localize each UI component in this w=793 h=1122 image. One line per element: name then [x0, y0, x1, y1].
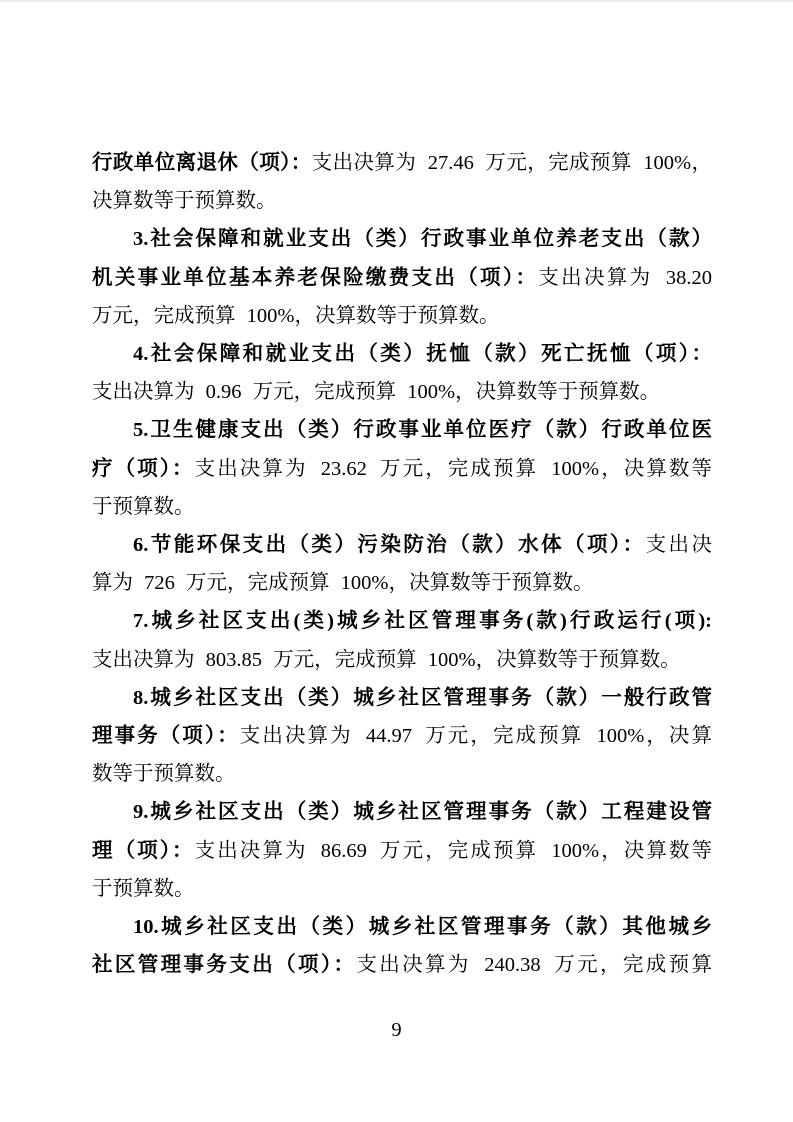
- body-text-segment: 支出决算为 38.20: [538, 266, 713, 289]
- page-number: 9: [391, 1019, 402, 1041]
- text-line: [92, 832, 712, 870]
- text-line: [92, 679, 712, 717]
- document-body: [92, 144, 712, 984]
- body-text-segment: 于预算数。: [92, 877, 195, 900]
- body-text-segment: 支出决算为 86.69 万元，完成预算 100%，决算数等: [194, 839, 713, 862]
- text-line: [92, 411, 712, 449]
- bold-heading-segment: 3.社会保障和就业支出（类）行政事业单位养老支出（款）: [133, 228, 712, 251]
- text-line: [92, 526, 712, 564]
- body-text-segment: 支出决算为 0.96 万元，完成预算 100%，决算数等于预算数。: [92, 381, 661, 404]
- text-line: [92, 717, 712, 755]
- text-line: [92, 144, 712, 182]
- text-line: [92, 946, 712, 984]
- text-line: [92, 297, 712, 335]
- body-text-segment: 于预算数。: [92, 495, 195, 518]
- bold-heading-segment: 机关事业单位基本养老保险缴费支出（项）：: [92, 266, 539, 289]
- bold-heading-segment: 理（项）：: [92, 839, 195, 862]
- body-text-segment: 支出决算为 44.97 万元，完成预算 100%，决算: [239, 725, 713, 748]
- bold-heading-segment: 6.节能环保支出（类）污染防治（款）水体（项）：: [133, 534, 646, 557]
- body-text-segment: 支出决算为 23.62 万元，完成预算 100%，决算数等: [194, 457, 713, 480]
- bold-heading-segment: 7.城乡社区支出(类)城乡社区管理事务(款)行政运行(项):: [133, 610, 712, 633]
- bold-heading-segment: 9.城乡社区支出（类）城乡社区管理事务（款）工程建设管: [133, 801, 712, 824]
- text-line: [92, 488, 712, 526]
- bold-heading-segment: 理事务（项）：: [92, 725, 240, 748]
- body-text-segment: 决算数等于预算数。: [92, 190, 277, 213]
- text-line: [92, 602, 712, 640]
- text-line: [92, 870, 712, 908]
- body-text-segment: 支出决算为 27.46 万元，完成预算 100%，: [311, 152, 713, 174]
- bold-heading-segment: 10.城乡社区支出（类）城乡社区管理事务（款）其他城乡: [133, 916, 712, 939]
- body-text-segment: 支出决: [645, 534, 713, 557]
- bold-heading-segment: 4.社会保障和就业支出（类）抚恤（款）死亡抚恤（项）：: [133, 343, 712, 366]
- body-text-segment: 支出决算为 240.38 万元，完成预算: [356, 954, 713, 977]
- text-line: [92, 564, 712, 602]
- text-line: [92, 220, 712, 258]
- text-line: [92, 450, 712, 488]
- text-line: [92, 335, 712, 373]
- text-line: [92, 755, 712, 793]
- text-line: [92, 641, 712, 679]
- text-line: [92, 793, 712, 831]
- body-text-segment: 万元，完成预算 100%，决算数等于预算数。: [92, 304, 500, 327]
- bold-heading-segment: 疗（项）：: [92, 457, 195, 480]
- page-footer: [0, 1016, 793, 1044]
- body-text-segment: 数等于预算数。: [92, 763, 236, 786]
- text-line: [92, 373, 712, 411]
- body-text-segment: 算为 726 万元，完成预算 100%，决算数等于预算数。: [92, 572, 594, 595]
- body-text-segment: 支出决算为 803.85 万元，完成预算 100%，决算数等于预算数。: [92, 648, 681, 671]
- text-line: [92, 182, 712, 220]
- bold-heading-segment: 社区管理事务支出（项）：: [92, 954, 357, 977]
- bold-heading-segment: 8.城乡社区支出（类）城乡社区管理事务（款）一般行政管: [133, 686, 712, 709]
- bold-heading-segment: 5.卫生健康支出（类）行政事业单位医疗（款）行政单位医: [133, 419, 712, 442]
- text-line: [92, 908, 712, 946]
- page-top-edge: [0, 0, 793, 2]
- text-line: [92, 259, 712, 297]
- bold-heading-segment: 行政单位离退休（项）：: [92, 152, 312, 174]
